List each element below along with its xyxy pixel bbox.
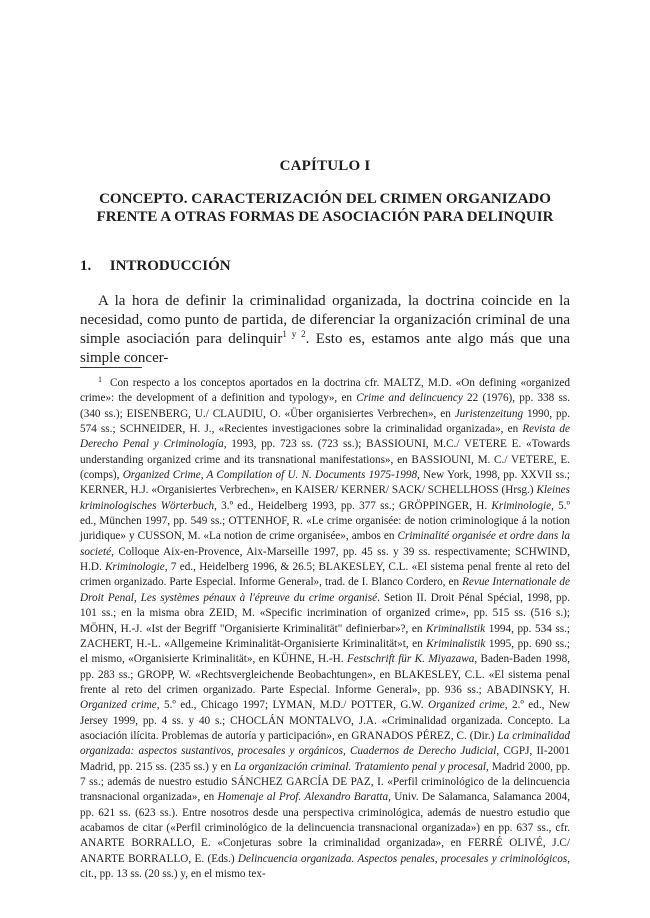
footnote-citation-title: Juristenzeitung (454, 407, 524, 420)
footnote-text: 22 (1976), pp. 338 ss. (340 ss.); EISENBERG, U./ CLAUDIU, O. «Über organisiertes Verbrechen», en (80, 392, 570, 420)
footnote-citation-title: Revue Internationale de Droit Penal, Les systèmes pénaux à l'épreuve du crime organisé (80, 576, 570, 604)
footnote-citation-title: Revista de Derecho Penal y Criminología (80, 423, 570, 451)
footnote-citation-title: Organized crime (428, 699, 505, 712)
footnote-text: 1994, pp. 534 ss.; ZACHERT, H.-L. «Allgemeine Kriminalität-Organisierte Kriminalität»t, en (80, 622, 570, 650)
footnote-text: , cit., pp. 13 ss. (20 ss.) y, en el mismo tex- (80, 852, 570, 880)
footnote-text: 1995, pp. 690 ss.; el mismo, «Organisierte Kriminalität», en KÜHNE, H.-H. (80, 637, 570, 666)
footnote-text: , Univ. De Salamanca, Salamanca 2004, pp. 621 ss. (623 ss.). Entre nosotros desde una perspectiva criminológica, además de nuestro estudio que acabamos de citar («Perfil criminológico de la delincuencia transnacional organizada») en pp. 637 ss., cfr. ANARTE BORRALLO, E. «Conjeturas sobre la criminalidad organizada», en FERRÉ OLIVÉ, J.C/ ANARTE BORRALLO, E. (Eds.) (80, 791, 571, 865)
footnote-text: , 2.º ed., New Jersey 1999, pp. 4 ss. y 40 s.; CHOCLÁN MONTALVO, J.A. «Criminalidad organizada. Concepto. La asociación ilícita. Problemas de autoría y participación», en GRANADOS PÉREZ, C. (Dir.) (80, 699, 571, 742)
footnote-citation-title: La criminalidad organizada: aspectos sustantivos, procesales y orgánicos, Cuadernos de Derecho Judicial, (80, 729, 571, 758)
chapter-label: CAPÍTULO I (279, 158, 371, 174)
body-paragraph (80, 292, 570, 368)
footnote-citation-title: Organized crime (80, 699, 157, 712)
footnote-citation-title: Crime and delincuency (356, 392, 463, 405)
footnote-text: , Baden-Baden 1998, pp. 283 ss.; GROPP, W. «Rechtsvergleichende Beobachtungen», en BLAKESLEY, C.L. «El sistema penal frente al reto del crimen organizado. Parte Especial. Informe General», pp. 936 ss.; ABADINSKY, H. (80, 653, 570, 696)
footnote-text: , 3.º ed., Heidelberg 1993, pp. 377 ss.; GRÖPPINGER, H. (214, 499, 492, 512)
footnote-citation-title: Delincuencia organizada. Aspectos penales, procesales y criminológicos (237, 852, 568, 865)
footnote-citation-title: Kriminalistik (426, 637, 486, 650)
footnote-citation-title: Kriminalistik (426, 622, 486, 635)
chapter-title-line-2: FRENTE A OTRAS FORMAS DE ASOCIACIÓN PARA DELINQUIR (96, 209, 554, 225)
footnote-text: , New York, 1998, pp. XXVII ss.; KERNER, H.J. «Organisiertes Verbrechen», en KAISER/ KERNER/ SACK/ SCHELLHOSS (Hrsg.) (80, 469, 570, 497)
footnote-text: . Setion II. Droit Pénal Spécial, 1998, pp. 101 ss.; en la misma obra ZEID, M. «Specific incrimination of organized crime», pp. 515 ss. (516 s.); MÖHN, H.-J. «Ist der Begriff "Organisierte Kriminalität" definierbar»?, en (80, 591, 570, 635)
section-heading (80, 258, 231, 275)
footnote-mark: 1 (98, 375, 102, 384)
section-number: 1. (80, 258, 92, 274)
footnote-text: , 5.º ed., München 1997, pp. 549 ss.; OTTENHOF, R. «Le crime organisée: de notion criminologique á la notion juridique» y CUSSON, M. «La notion de crime organisée», ambos en (80, 499, 570, 543)
body-text-continued: . Esto es, estamos ante algo más que una simple concer- (80, 331, 570, 366)
footnote-citation-title: La organización criminal. Tratamiento penal y procesal (234, 760, 487, 773)
footnote-citation-title: Homenaje al Prof. Alexandro Baratta (217, 791, 389, 804)
footnote-text: Con respecto a los conceptos aportados en la doctrina cfr. MALTZ, M.D. «On defining «organized crime»: the development of a definition and typology», en (80, 377, 570, 405)
chapter-title (70, 190, 580, 226)
footnote-text: , 5.º ed., Chicago 1997; LYMAN, M.D./ POTTER, G.W. (156, 699, 429, 712)
footnote-text: CGPJ, II-2001 Madrid, pp. 215 ss. (235 ss.) y en (80, 745, 570, 773)
footnote-text: , Madrid 2000, pp. 7 ss.; además de nuestro estudio SÁNCHEZ GARCÍA DE PAZ, I. «Perfil criminológico de la delincuencia transnacional organizada», en (80, 760, 570, 804)
footnote-citation-title: Organized Crime, A Compilation of U. N. Documents 1975-1998 (122, 469, 418, 482)
footnote-text: , 1993, pp. 723 ss. (723 ss.); BASSIOUNI, M.C./ VETERE E. «Towards understanding organized crime and its transnational manifestations», en BASSIOUNI, M. C./ VETERE, E. (comps), (80, 438, 570, 482)
chapter-title-line-1: CONCEPTO. CARACTERIZACIÓN DEL CRIMEN ORGANIZADO (99, 191, 551, 207)
footnote-citation-title: Criminalité organisée et ordre dans la societé (80, 530, 570, 558)
footnote (80, 376, 570, 882)
footnote-citation-title: Kriminologie (491, 499, 552, 512)
footnote-citation-title: Festschrift für K. Miyazawa (346, 653, 475, 666)
footnote-text: , Colloque Aix-en-Provence, Aix-Marseille 1997, pp. 45 ss. y 39 ss. respectivamente; SCHWIND, H.D. (80, 545, 570, 574)
footnote-text: 1990, pp. 574 ss.; SCHNEIDER, H. J., «Recientes investigaciones sobre la criminalidad organizada», en (80, 407, 571, 436)
footnote-citation-title: Kleines kriminologisches Wörterbuch (80, 484, 570, 512)
section-title: INTRODUCCIÓN (109, 258, 231, 274)
footnote-separator (80, 367, 142, 368)
footnote-reference: 1 y 2 (282, 329, 306, 339)
footnote-text: , 7 ed., Heidelberg 1996, & 26.5; BLAKESLEY, C.L. «El sistema penal frente al reto del crimen organizado. Parte Especial. Informe General», trad. de I. Blanco Cordero, en (80, 561, 570, 589)
body-text: A la hora de definir la criminalidad organizada, la doctrina coincide en la necesidad, como punto de partida, de diferenciar la organización criminal de una simple asociación para delinquir (80, 293, 570, 347)
footnote-citation-title: Kriminologie (105, 561, 165, 574)
